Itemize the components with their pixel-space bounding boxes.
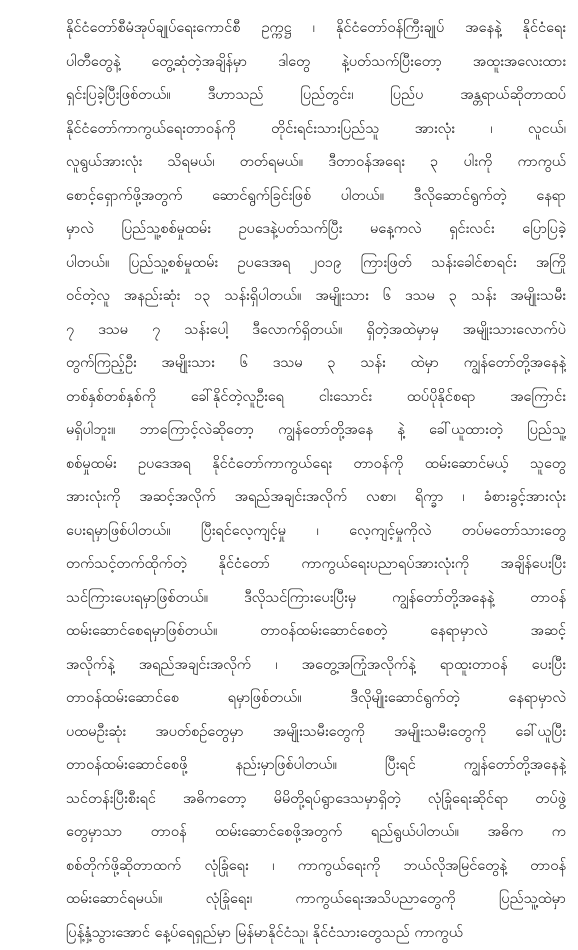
text-line: အားလုံးကို အဆင့်အလိုက် အရည်အချင်းအလိုက် လစာ၊ ရိက္ခာ ၊ ခံစားခွင့်အားလုံး xyxy=(66,481,566,515)
text-line: အလိုက်နဲ့ အရည်အချင်းအလိုက် ၊ အတွေ့အကြုံအလိုက်နဲ့ ရာထူးတာဝန် ပေးပြီး xyxy=(66,649,566,683)
text-line: တက်သင့်တက်ထိုက်တဲ့ နိုင်ငံတော် ကာကွယ်ရေးပညာရပ်အားလုံးကို အချိန်ပေးပြီး xyxy=(66,548,566,582)
text-line: တွက်ကြည့်ဦး အမျိုးသား ၆ ဒသမ ၃ သန်း ထဲမှာ ကျွန်တော်တို့အနေနဲ့ xyxy=(66,347,566,381)
text-line: ပါတီတွေနဲ့ တွေ့ဆုံတဲ့အချိန်မှာ ဒါတွေ နဲ့ပတ်သက်ပြီးတော့ အထူးအလေးထား xyxy=(66,46,566,80)
text-line: စစ်တိုက်ဖို့ဆိုတာထက် လုံခြုံရေး ၊ ကာကွယ်ရေးကို ဘယ်လိုအမြင်တွေနဲ့ တာဝန် xyxy=(66,850,566,884)
text-line: သင်တန်းပြီးစီးရင် အဓိကတော့ မိမိတို့ရပ်ရွာဒေသမှာရှိတဲ့ လုံခြုံရေးဆိုင်ရာ တပ်ဖွဲ့ xyxy=(66,783,566,817)
text-line: တစ်နှစ်တစ်နှစ်ကို ခေါ်နိုင်တဲ့လူဦးရေ ငါးသောင်း ထပ်ပိုနိုင်စရာ အကြောင်း xyxy=(66,381,566,415)
text-line: စစ်မှုထမ်း ဥပဒေအရ နိုင်ငံတော်ကာကွယ်ရေး တာဝန်ကို ထမ်းဆောင်မယ့် သူတွေ xyxy=(66,448,566,482)
text-line: ထမ်းဆောင်ရမယ်။ လုံခြုံရေး၊ ကာကွယ်ရေးအသိပညာတွေကို ပြည်သူ့ထဲမှာ xyxy=(66,883,566,917)
text-line: တွေမှာသာ တာဝန် ထမ်းဆောင်စေဖို့အတွက် ရည်ရွယ်ပါတယ်။ အဓိက က xyxy=(66,816,566,850)
text-line: တာဝန်ထမ်းဆောင်စေ ရမှာဖြစ်တယ်။ ဒီလိုမျိုးဆောင်ရွက်တဲ့ နေရာမှာလဲ xyxy=(66,682,566,716)
text-line: ပထမဦးဆုံး အပတ်စဉ်တွေမှာ အမျိုးသမီးတွေကို အမျိုးသမီးတွေကို ခေါ်ယူပြီး xyxy=(66,716,566,750)
text-line: ဝင်တဲ့လူ အနည်းဆုံး ၁၃ သန်းရှိပါတယ်။ အမျိုးသား ၆ ဒသမ ၃ သန်း အမျိုးသမီး xyxy=(66,280,566,314)
text-line: ရှင်းပြခဲ့ပြီးဖြစ်တယ်။ ဒီဟာသည် ပြည်တွင်း၊ ပြည်ပ အန္တရာယ်ဆိုတာထပ် xyxy=(66,79,566,113)
text-line: ပြန့်နှံ့သွားအောင် နေ့ပ်ရေရှည်မှာ မြန်မာနိုင်ငံသူ၊ နိုင်ငံသားတွေသည် ကာကွယ် xyxy=(66,917,566,950)
text-line: နိုင်ငံတော်စီမံအုပ်ချုပ်ရေးကောင်စီ ဥက္ကဋ္ဌ ၊ နိုင်ငံတော်ဝန်ကြီးချုပ် အနေနဲ့ နိုင်ငံရေး xyxy=(66,12,566,46)
text-line: သင်ကြားပေးရမှာဖြစ်တယ်။ ဒီလိုသင်ကြားပေးပြီးမှ ကျွန်တော်တို့အနေနဲ့ တာဝန် xyxy=(66,582,566,616)
text-line: လူရွယ်အားလုံး သိရမယ်၊ တတ်ရမယ်။ ဒီတာဝန်အရေး ၃ ပါးကို ကာကွယ် xyxy=(66,146,566,180)
text-line: ပေးရမှာဖြစ်ပါတယ်။ ပြီးရင်လေ့ကျင့်မှု ၊ လေ့ကျင့်မှုကိုလဲ တပ်မတော်သားတွေ xyxy=(66,515,566,549)
text-line: တာဝန်ထမ်းဆောင်စေဖို့ နည်းမှာဖြစ်ပါတယ်။ ပြီးရင် ကျွန်တော်တို့အနေနဲ့ xyxy=(66,749,566,783)
text-line: မှာလဲ ပြည်သူ့စစ်မှုထမ်း ဥပဒေနဲ့ပတ်သက်ပြီး မနေ့ကလဲ ရှင်းလင်း ပြောပြခဲ့ xyxy=(66,213,566,247)
text-line: ပါတယ်။ ပြည်သူ့စစ်မှုထမ်း ဥပဒေအရ ၂၀၁၉ ကြားဖြတ် သန်းခေါင်စာရင်း အကြို xyxy=(66,247,566,281)
text-line: ထမ်းဆောင်စေရမှာဖြစ်တယ်။ တာဝန်ထမ်းဆောင်စေတဲ့ နေရာမှာလဲ အဆင့် xyxy=(66,615,566,649)
body-text xyxy=(66,12,566,950)
text-line: ၇ ဒသမ ၇ သန်းပေါ့ ဒီလောက်ရှိတယ်။ ရှိတဲ့အထဲမှာမှ အမျိုးသားလောက်ပဲ xyxy=(66,314,566,348)
text-line: မရှိပါဘူး။ ဘာကြောင့်လဲဆိုတော့ ကျွန်တော်တို့အနေ နဲ့ ခေါ်ယူထားတဲ့ ပြည်သူ့ xyxy=(66,414,566,448)
text-line: နိုင်ငံတော်ကာကွယ်ရေးတာဝန်ကို တိုင်းရင်းသားပြည်သူ အားလုံး ၊ လူငယ်၊ xyxy=(66,113,566,147)
text-line: စောင့်ရှောက်ဖို့အတွက် ဆောင်ရွက်ခြင်းဖြစ် ပါတယ်။ ဒီလိုဆောင်ရွက်တဲ့ နေရာ xyxy=(66,180,566,214)
